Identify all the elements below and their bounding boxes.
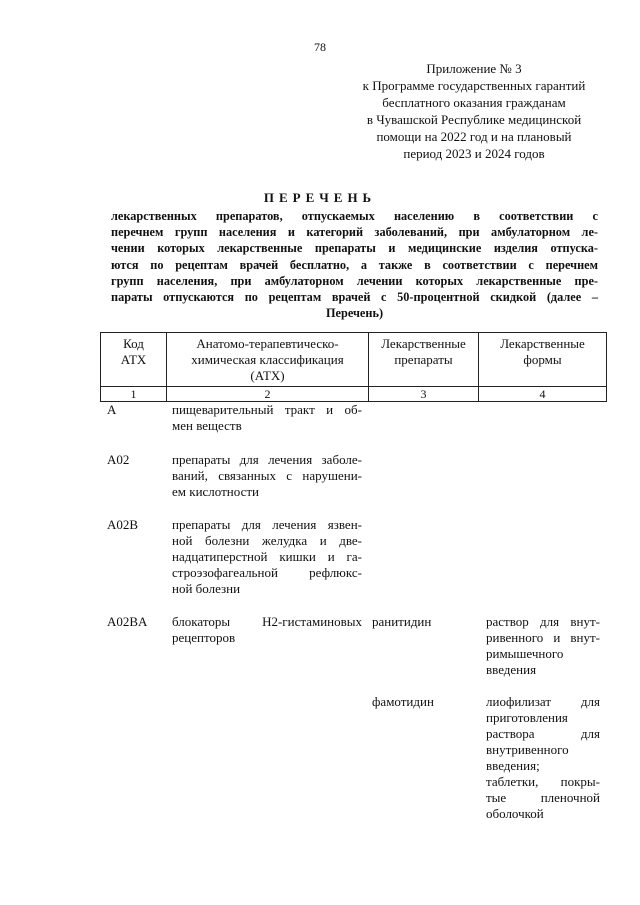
classification-line: ной болезни желудка и две- xyxy=(172,533,362,548)
drug-name: фамотидин xyxy=(372,694,434,709)
atc-code: A02B xyxy=(107,517,139,532)
dosage-form-line: раствора для xyxy=(486,726,600,741)
header-line: препараты xyxy=(394,352,453,367)
header-forms xyxy=(479,333,607,387)
dosage-form-line: введения xyxy=(486,662,537,677)
header-line: Код xyxy=(123,336,144,351)
subtitle-line: групп населения, при амбулаторном лечении которых лекарственные пре- xyxy=(111,273,598,288)
appendix-header xyxy=(340,60,608,162)
dosage-form-line: таблетки, покры- xyxy=(486,774,600,789)
atc-code: A xyxy=(107,402,117,417)
header-line: Анатомо-терапевтическо- xyxy=(196,336,339,351)
subtitle-line: ются по рецептам врачей бесплатно, а также в соответствии с перечнем xyxy=(111,257,598,272)
classification-line: пищеварительный тракт и об- xyxy=(172,402,362,417)
dosage-form-line: введения; xyxy=(486,758,540,773)
classification-line: блокаторы H2-гистаминовых xyxy=(172,614,362,629)
classification-line: ной болезни xyxy=(172,581,241,596)
appendix-line: период 2023 и 2024 годов xyxy=(403,146,545,161)
dosage-forms xyxy=(486,614,600,678)
column-number: 1 xyxy=(101,387,167,402)
subtitle-line: параты отпускаются по рецептам врачей с 50-процентной скидкой (далее – xyxy=(111,290,598,305)
classification-text xyxy=(172,452,362,500)
classification-line: ем кислотности xyxy=(172,484,259,499)
dosage-form-line: ривенного и внут- xyxy=(486,630,600,645)
appendix-line: в Чувашской Республике медицинской xyxy=(366,112,582,127)
dosage-form-line: внутривенного xyxy=(486,742,569,757)
dosage-form-line: приготовления xyxy=(486,710,568,725)
dosage-form-line: тые пленочной xyxy=(486,790,600,805)
atc-table-header xyxy=(100,332,607,402)
column-number: 2 xyxy=(167,387,369,402)
dosage-form-line: лиофилизат для xyxy=(486,694,600,709)
subtitle-line: лекарственных препаратов, отпускаемых населению в соответствии с xyxy=(111,209,598,223)
document-subtitle xyxy=(111,208,598,321)
header-classification xyxy=(167,333,369,387)
column-number: 3 xyxy=(369,387,479,402)
dosage-form-line: раствор для внут- xyxy=(486,614,600,629)
header-line: химическая классификация xyxy=(191,352,344,367)
appendix-line: Приложение № 3 xyxy=(426,61,522,76)
header-line: АТХ xyxy=(120,352,147,367)
classification-line: препараты для лечения заболе- xyxy=(172,452,362,467)
atc-code: A02BA xyxy=(107,614,148,629)
header-code xyxy=(101,333,167,387)
classification-text xyxy=(172,402,362,434)
header-line: Лекарственные xyxy=(381,336,466,351)
atc-code: A02 xyxy=(107,452,130,467)
column-number: 4 xyxy=(479,387,607,402)
classification-text xyxy=(172,517,362,597)
document-title: ПЕРЕЧЕНЬ xyxy=(263,190,377,205)
classification-line: строэзофагеальной рефлюкс- xyxy=(172,565,362,580)
classification-line: мен веществ xyxy=(172,418,242,433)
classification-line: ваний, связанных с нарушени- xyxy=(172,468,362,483)
appendix-line: к Программе государственных гарантий xyxy=(362,78,586,93)
dosage-form-line: оболочкой xyxy=(486,806,544,821)
dosage-forms xyxy=(486,694,600,822)
page-number: 78 xyxy=(314,40,326,54)
header-line: Лекарственные xyxy=(500,336,585,351)
classification-line: препараты для лечения язвен- xyxy=(172,517,362,532)
subtitle-line: перечнем групп населения и категорий заболеваний, при амбулаторном ле- xyxy=(111,225,598,240)
appendix-line: помощи на 2022 год и на плановый xyxy=(376,129,572,144)
appendix-line: бесплатного оказания гражданам xyxy=(382,95,566,110)
dosage-form-line: римышечного xyxy=(486,646,564,661)
subtitle-line: Перечень) xyxy=(325,306,384,321)
classification-line: рецепторов xyxy=(172,630,236,645)
subtitle-line: чении которых лекарственные препараты и медицинские изделия отпуска- xyxy=(111,241,598,256)
drug-name: ранитидин xyxy=(372,614,432,629)
header-line: формы xyxy=(523,352,562,367)
header-drugs xyxy=(369,333,479,387)
classification-line: надцатиперстной кишки и га- xyxy=(172,549,362,564)
classification-text xyxy=(172,614,362,646)
header-line: (АТХ) xyxy=(250,368,285,383)
